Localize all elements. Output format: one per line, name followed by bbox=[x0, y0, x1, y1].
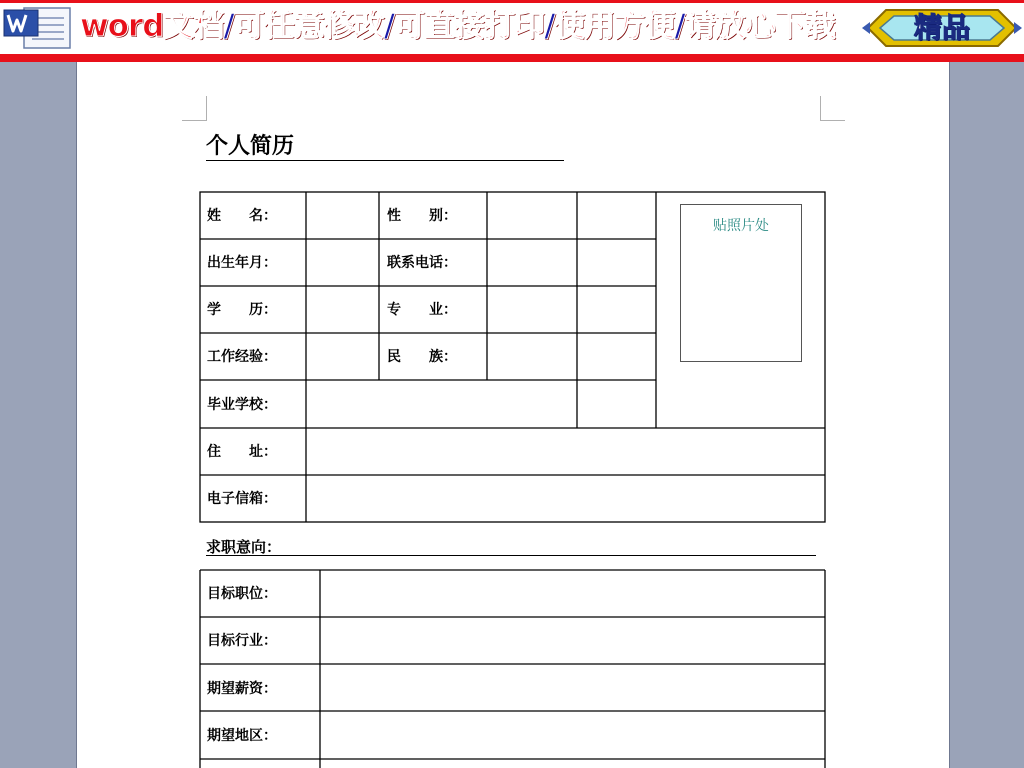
label-name: 姓 名： bbox=[207, 208, 277, 224]
banner-segment: 可直接打印 bbox=[394, 8, 545, 44]
label-gender: 性 别： bbox=[387, 208, 457, 224]
resume-title: 个人简历 bbox=[206, 132, 564, 161]
banner-separator: / bbox=[223, 8, 234, 44]
label-expected-region: 期望地区： bbox=[207, 728, 277, 744]
label-school: 毕业学校： bbox=[207, 397, 277, 413]
label-target-position: 目标职位： bbox=[207, 586, 277, 602]
banner-separator: / bbox=[544, 8, 555, 44]
label-target-industry: 目标行业： bbox=[207, 633, 277, 649]
banner-segment: 请放心下载 bbox=[684, 8, 835, 44]
label-birth-date: 出生年月： bbox=[207, 255, 277, 271]
label-address: 住 址： bbox=[207, 444, 277, 460]
banner-separator: / bbox=[674, 8, 685, 44]
label-major: 专 业： bbox=[387, 302, 457, 318]
banner-segment: word文档 bbox=[80, 8, 224, 44]
premium-badge-label: 精品 bbox=[913, 11, 970, 44]
label-phone: 联系电话： bbox=[387, 255, 457, 271]
intent-section-title: 求职意向： bbox=[206, 537, 816, 556]
label-education: 学 历： bbox=[207, 302, 277, 318]
label-expected-salary: 期望薪资： bbox=[207, 681, 277, 697]
banner-segment: 可任意修改 bbox=[233, 8, 384, 44]
label-email: 电子信箱： bbox=[207, 491, 277, 507]
banner-segment: 使用方便 bbox=[554, 8, 675, 44]
banner-separator: / bbox=[383, 8, 395, 44]
label-experience: 工作经验： bbox=[207, 349, 277, 365]
label-ethnicity: 民 族： bbox=[387, 349, 457, 365]
photo-placeholder-text: 贴照片处 bbox=[713, 218, 769, 234]
